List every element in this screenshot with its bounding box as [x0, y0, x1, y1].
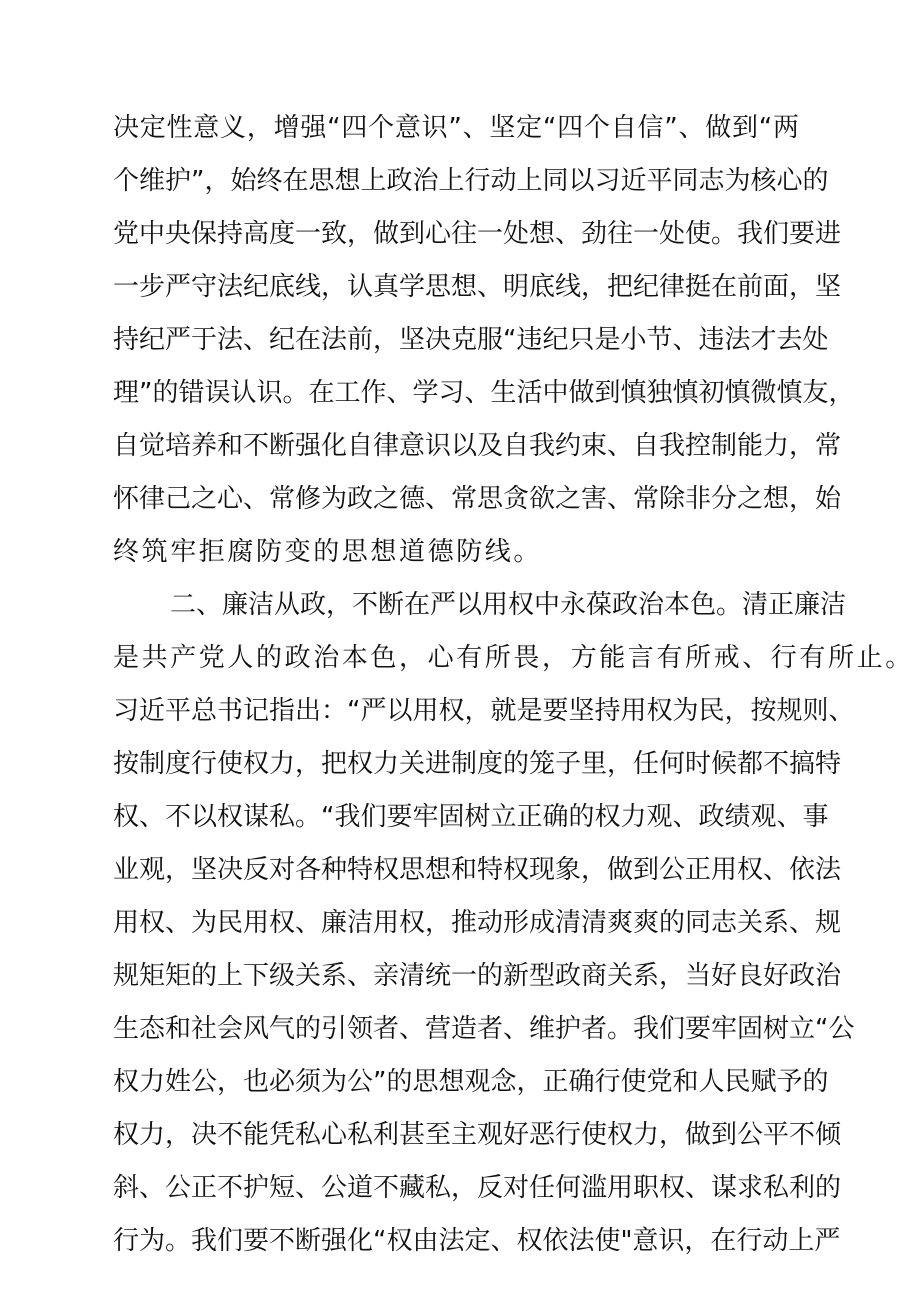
text-line: 生态和社会风气的引领者、营造者、维护者。我们要牢固树立“公 — [113, 1014, 855, 1044]
text-line: 权力，决不能凭私心私利甚至主观好恶行使权力，做到公平不倾 — [113, 1120, 842, 1150]
text-line: 是共产党人的政治本色，心有所畏，方能言有所戒、行有所止。 — [113, 643, 914, 673]
text-line: 终筑牢拒腐防变的思想道德防线。 — [113, 537, 543, 567]
text-line: 怀律己之心、常修为政之德、常思贪欲之害、常除非分之想，始 — [113, 484, 842, 514]
text-line: 习近平总书记指出：“严以用权，就是要坚持用权为民，按规则、 — [113, 696, 855, 726]
text-line: 党中央保持高度一致，做到心往一处想、劲往一处使。我们要进 — [113, 219, 842, 249]
text-line: 个维护”，始终在思想上政治上行动上同以习近平同志为核心的 — [113, 166, 829, 196]
text-line: 用权、为民用权、廉洁用权，推动形成清清爽爽的同志关系、规 — [113, 908, 842, 938]
text-line: 自觉培养和不断强化自律意识以及自我约束、自我控制能力，常 — [113, 431, 842, 461]
text-line: 决定性意义，增强“四个意识”、坚定“四个自信”、做到“两 — [113, 113, 799, 143]
text-line: 权、不以权谋私。“我们要牢固树立正确的权力观、政绩观、事 — [113, 802, 829, 832]
document-body — [113, 110, 914, 1276]
text-line: 二、廉洁从政，不断在严以用权中永葆政治本色。清正廉洁 — [170, 590, 847, 620]
text-line: 持纪严于法、纪在法前，坚决克服“违纪只是小节、违法才去处 — [113, 325, 829, 355]
text-line: 规矩矩的上下级关系、亲清统一的新型政商关系，当好良好政治 — [113, 961, 842, 991]
text-line: 业观，坚决反对各种特权思想和特权现象，做到公正用权、依法 — [113, 855, 842, 885]
text-line: 一步严守法纪底线，认真学思想、明底线，把纪律挺在前面，坚 — [113, 272, 842, 302]
text-line: 斜、公正不护短、公道不藏私，反对任何滥用职权、谋求私利的 — [113, 1173, 842, 1203]
text-line: 行为。我们要不断强化“权由法定、权依法使"意识，在行动上严 — [113, 1226, 841, 1256]
text-line: 权力姓公，也必须为公”的思想观念，正确行使党和人民赋予的 — [113, 1067, 829, 1097]
text-line: 按制度行使权力，把权力关进制度的笼子里，任何时候都不搞特 — [113, 749, 842, 779]
text-line: 理”的错误认识。在工作、学习、生活中做到慎独慎初慎微慎友， — [113, 378, 855, 408]
